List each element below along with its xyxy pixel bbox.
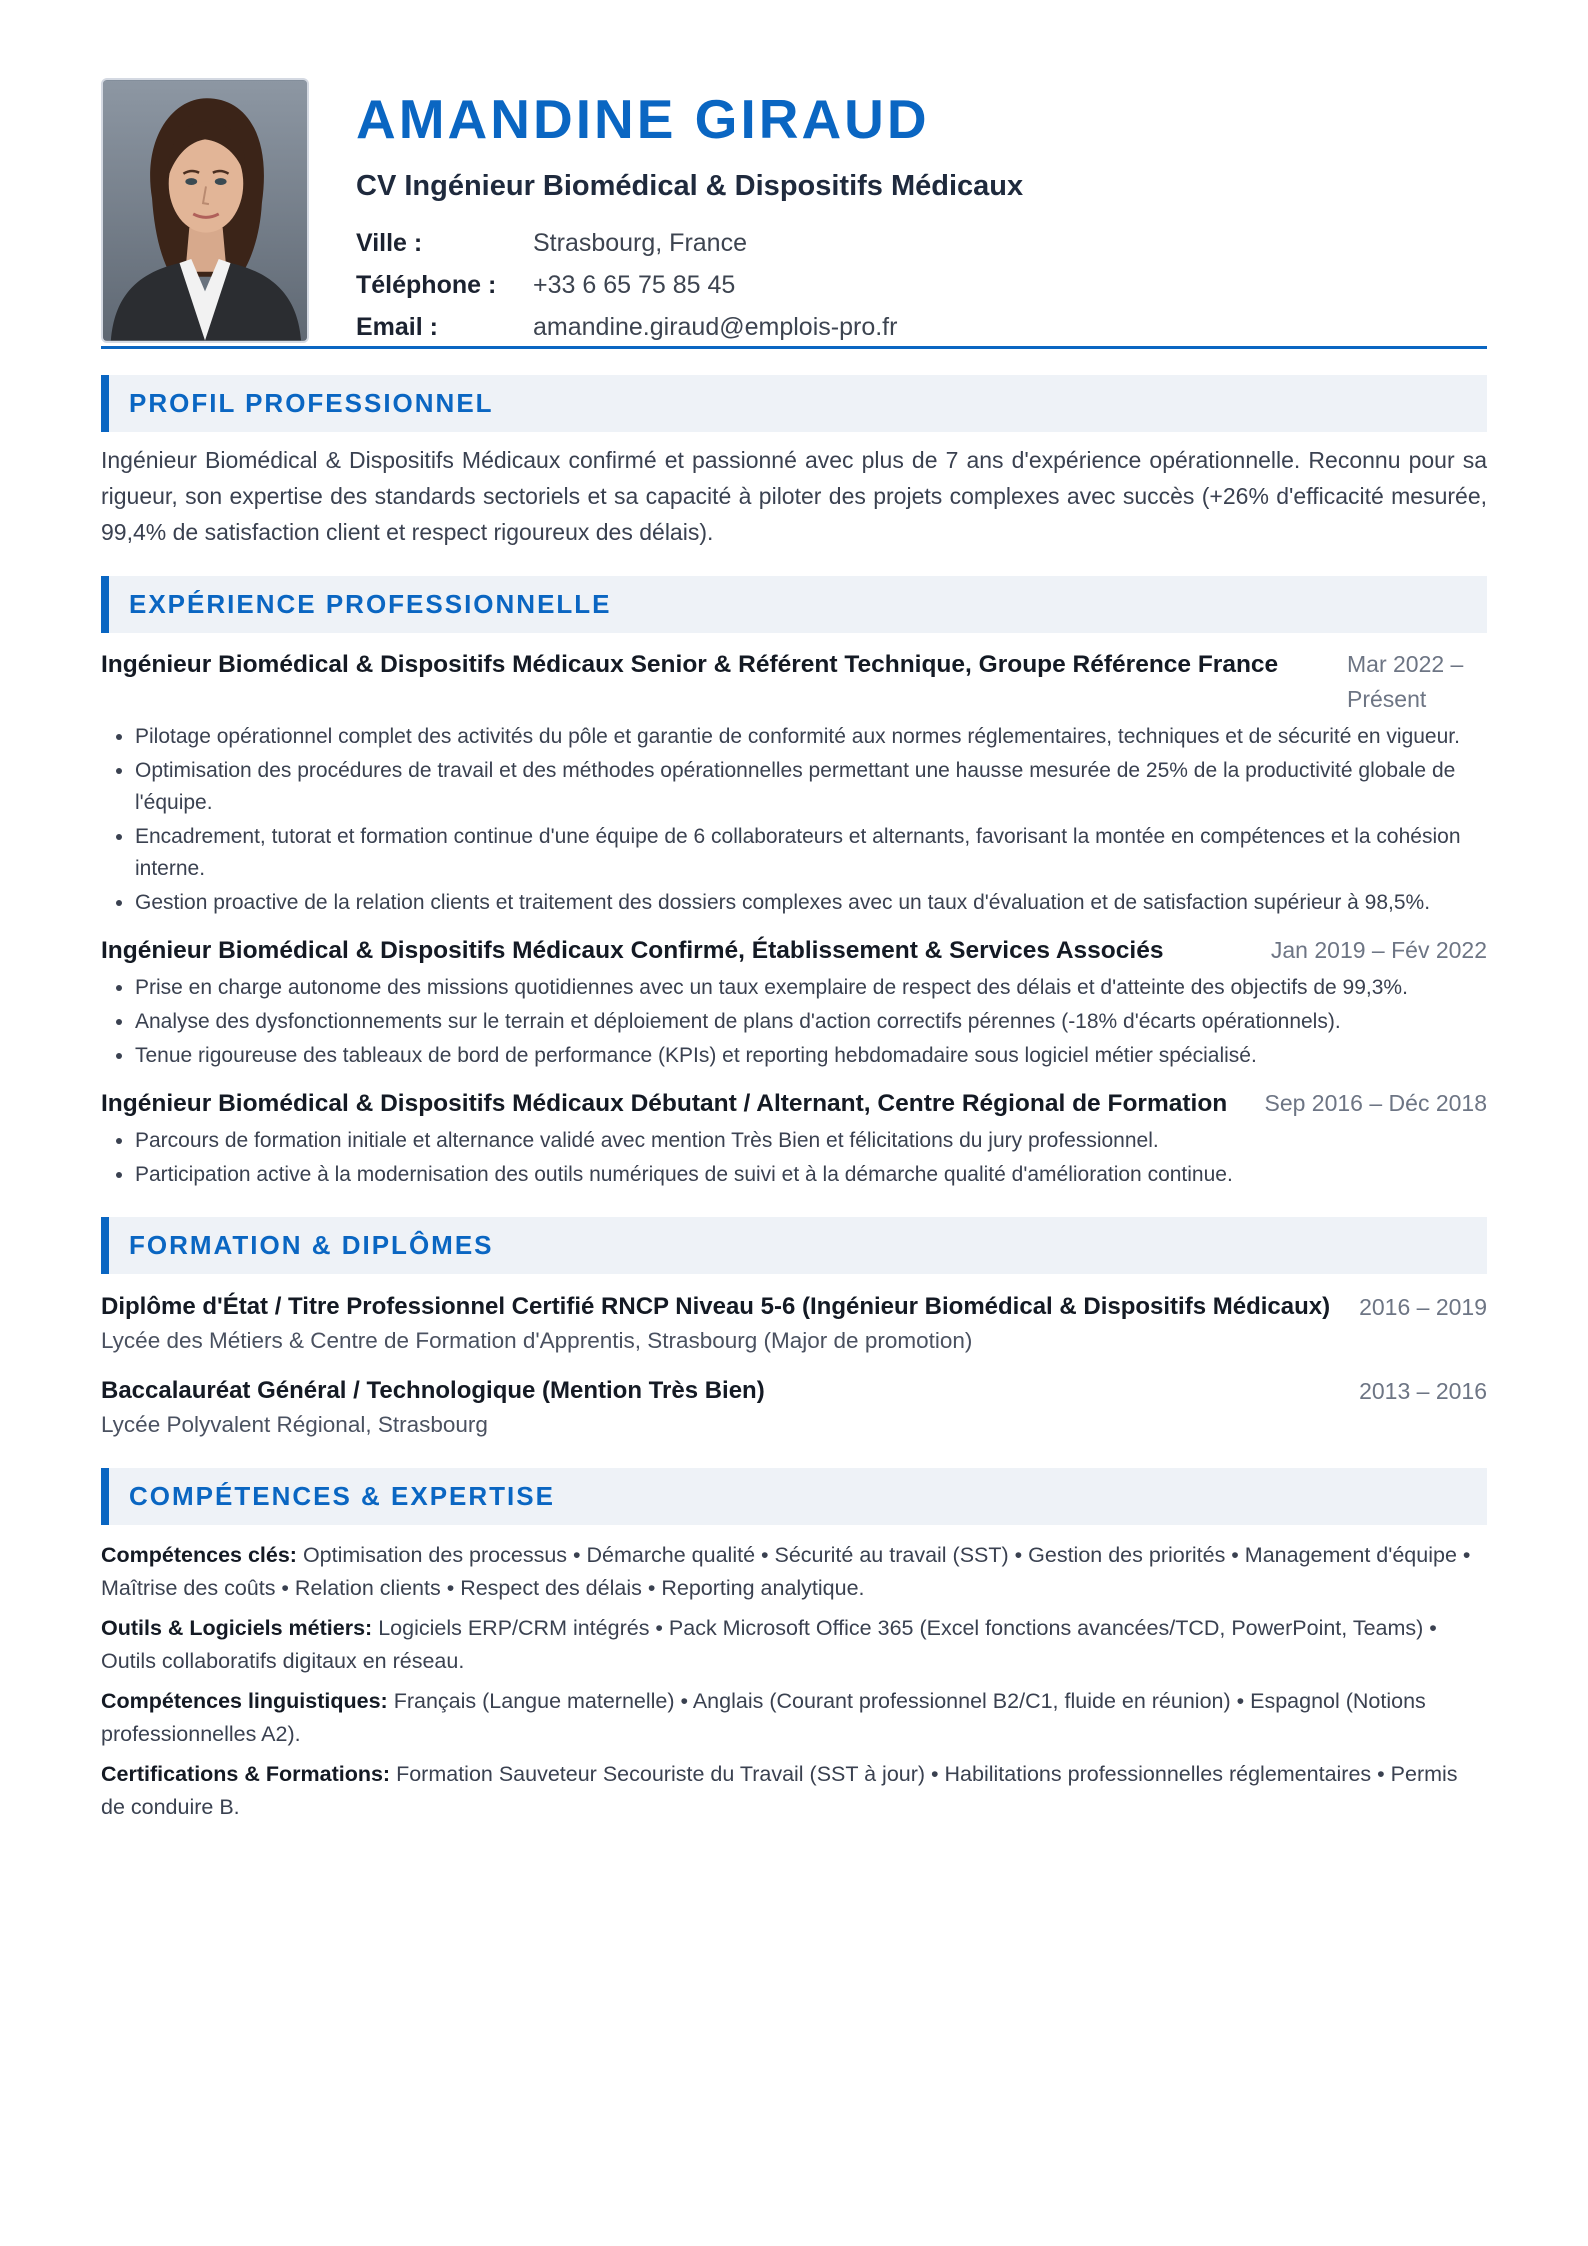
school-name: Lycée des Métiers & Centre de Formation d'Apprentis, Strasbourg (Major de promotion) (101, 1328, 973, 1353)
job-bullets (101, 721, 1487, 919)
job-title: Ingénieur Biomédical & Dispositifs Médicaux Débutant / Alternant, Centre Régional de Formation (101, 1090, 1228, 1117)
section-title: FORMATION & DIPLÔMES (129, 1230, 494, 1260)
job-date: Jan 2019 – Fév 2022 (1270, 937, 1487, 963)
list-item: • Analyse des dysfonctionnements sur le terrain et déploiement de plans d'action correctifs pérennes (-18% d'écarts opérationnels). (135, 1006, 1487, 1038)
profile-photo (101, 78, 309, 343)
education-header (101, 1374, 1487, 1408)
section-title: PROFIL PROFESSIONNEL (129, 388, 494, 418)
profile-summary: Ingénieur Biomédical & Dispositifs Médicaux confirmé et passionné avec plus de 7 ans d'expérience opérationnelle. Reconnu pour sa rigueur, son expertise des standards sectoriels et sa capacité à piloter des projets complexes avec succès (+26% d'efficacité mesurée, 99,4% de satisfaction client et respect rigoureux des délais). (101, 447, 1487, 545)
job-header (101, 933, 1487, 968)
school-name: Lycée Polyvalent Régional, Strasbourg (101, 1412, 488, 1437)
contact-list (356, 223, 1023, 349)
section-title: EXPÉRIENCE PROFESSIONNELLE (129, 589, 612, 619)
skill-group-label: Outils & Logiciels métiers: (101, 1616, 373, 1640)
contact-label: Email : (356, 313, 438, 342)
contact-value-city: Strasbourg, France (533, 229, 747, 258)
job-entry (101, 647, 1487, 919)
skill-group (101, 1539, 1487, 1605)
job-header (101, 647, 1487, 717)
contact-row-city (356, 223, 1023, 265)
list-item: • Tenue rigoureuse des tableaux de bord de performance (KPIs) et reporting hebdomadaire sous logiciel métier spécialisé. (135, 1040, 1487, 1072)
job-header (101, 1086, 1487, 1121)
section-header-education (101, 1217, 1487, 1274)
contact-label: Ville : (356, 229, 423, 258)
education-entry (101, 1290, 1487, 1358)
education-header (101, 1290, 1487, 1324)
contact-label: Téléphone : (356, 271, 497, 300)
job-date: Sep 2016 – Déc 2018 (1264, 1090, 1487, 1116)
job-entry (101, 933, 1487, 1072)
list-item: • Optimisation des procédures de travail et des méthodes opérationnelles permettant une hausse mesurée de 25% de la productivité globale de l'équipe. (135, 755, 1487, 819)
skill-group (101, 1758, 1487, 1824)
skills-list (101, 1539, 1487, 1824)
resume-header (101, 78, 1487, 345)
skill-group-label: Compétences clés: (101, 1543, 297, 1567)
list-item: • Pilotage opérationnel complet des activités du pôle et garantie de conformité aux normes réglementaires, techniques et de sécurité en vigueur. (135, 721, 1487, 753)
job-bullets (101, 972, 1487, 1072)
job-entry (101, 1086, 1487, 1191)
list-item: • Parcours de formation initiale et alternance validé avec mention Très Bien et félicitations du jury professionnel. (135, 1125, 1487, 1157)
section-header-profile (101, 375, 1487, 432)
skill-group-text: Formation Sauveteur Secouriste du Travail (SST à jour) • Habilitations professionnelles réglementaires • Permis de conduire B. (101, 1762, 1458, 1819)
degree-title: Baccalauréat Général / Technologique (Mention Très Bien) (101, 1377, 765, 1404)
contact-value-phone: +33 6 65 75 85 45 (533, 271, 736, 300)
skill-group-text: Logiciels ERP/CRM intégrés • Pack Microsoft Office 365 (Excel fonctions avancées/TCD, PowerPoint, Teams) • Outils collaboratifs digitaux en réseau. (101, 1616, 1437, 1673)
contact-value-email: amandine.giraud@emplois-pro.fr (533, 313, 898, 342)
candidate-name: AMANDINE GIRAUD (356, 88, 930, 150)
list-item: • Gestion proactive de la relation clients et traitement des dossiers complexes avec un taux d'évaluation et de satisfaction supérieur à 98,5%. (135, 887, 1487, 919)
cv-title: CV Ingénieur Biomédical & Dispositifs Médicaux (356, 170, 1024, 202)
degree-date: 2016 – 2019 (1359, 1294, 1487, 1320)
portrait-image (103, 80, 307, 341)
skill-group-text: Français (Langue maternelle) • Anglais (Courant professionnel B2/C1, fluide en réunion) • Espagnol (Notions professionnelles A2). (101, 1689, 1426, 1746)
section-title: COMPÉTENCES & EXPERTISE (129, 1481, 555, 1511)
job-title: Ingénieur Biomédical & Dispositifs Médicaux Senior & Référent Technique, Groupe Référence France (101, 651, 1279, 678)
list-item: • Participation active à la modernisation des outils numériques de suivi et à la démarche qualité d'amélioration continue. (135, 1159, 1487, 1191)
skill-group-text: Optimisation des processus • Démarche qualité • Sécurité au travail (SST) • Gestion des priorités • Management d'équipe • Maîtrise des coûts • Relation clients • Respect des délais • Reporting analytique. (101, 1543, 1471, 1600)
header-info (356, 78, 1023, 345)
list-item: • Prise en charge autonome des missions quotidiennes avec un taux exemplaire de respect des délais et d'atteinte des objectifs de 99,3%. (135, 972, 1487, 1004)
skill-group (101, 1612, 1487, 1678)
section-header-skills (101, 1468, 1487, 1525)
job-date: Mar 2022 – Présent (1347, 651, 1464, 712)
skill-group-label: Compétences linguistiques: (101, 1689, 388, 1713)
degree-date: 2013 – 2016 (1359, 1378, 1487, 1404)
degree-title: Diplôme d'État / Titre Professionnel Certifié RNCP Niveau 5-6 (Ingénieur Biomédical & Dispositifs Médicaux) (101, 1293, 1331, 1320)
education-entry (101, 1374, 1487, 1442)
contact-row-phone (356, 265, 1023, 307)
job-bullets (101, 1125, 1487, 1191)
section-header-experience (101, 576, 1487, 633)
skill-group-label: Certifications & Formations: (101, 1762, 391, 1786)
job-title: Ingénieur Biomédical & Dispositifs Médicaux Confirmé, Établissement & Services Associés (101, 937, 1164, 964)
contact-row-email (356, 307, 1023, 349)
skill-group (101, 1685, 1487, 1751)
list-item: • Encadrement, tutorat et formation continue d'une équipe de 6 collaborateurs et alternants, favorisant la montée en compétences et la cohésion interne. (135, 821, 1487, 885)
